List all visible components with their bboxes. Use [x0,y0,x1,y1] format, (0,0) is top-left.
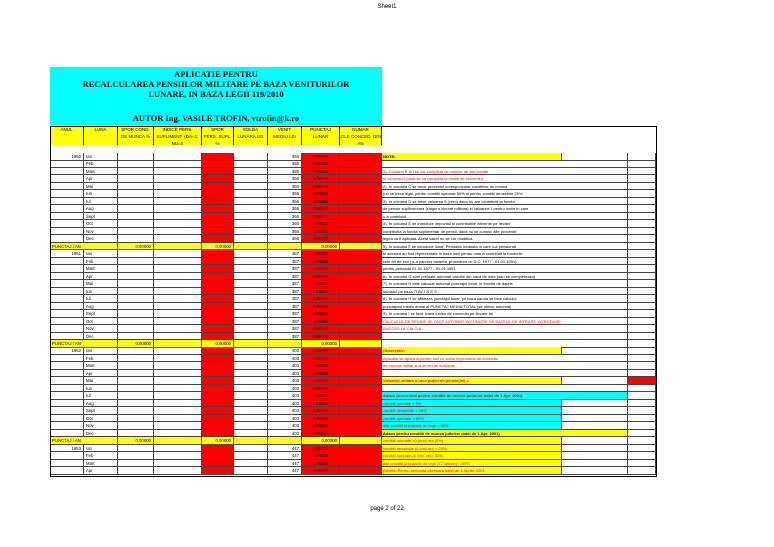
venit-mediu-cell: 403 [268,430,302,438]
total-punctaj: 0,00000 [302,437,340,445]
venit-mediu-cell: 403 [268,415,302,423]
month-cell: Oct [84,220,118,228]
month-cell: Nov [84,422,118,430]
note-cell: pentru perioada 01.01.1977 - 01.01.1951 [382,265,628,273]
punctaj-cell: 0,00000 [302,190,340,198]
month-cell: Mai [84,377,118,385]
month-cell: Aug [84,205,118,213]
year-cell: 1951 [50,250,84,258]
venit-mediu-cell: 447 [268,460,302,468]
note-cell: conditii deosebite (6 luni/ an) = 25% [382,445,562,453]
month-cell: Dec [84,235,118,243]
month-cell: Iun [84,190,118,198]
column-header-line-1: PUNCTAJ [310,127,331,132]
punctaj-cell: 0,00000 [302,258,340,266]
month-cell: Iun [84,288,118,296]
venit-mediu-cell: 366 [268,183,302,191]
note-cell: conditii normale = 0% [382,400,562,408]
month-cell: Iun [84,385,118,393]
punctaj-cell: 0,00000 [302,303,340,311]
venit-mediu-cell: 403 [268,355,302,363]
venit-mediu-cell: 403 [268,392,302,400]
note-cell: si acestea au fost reprezentate in baza lunii pentru care a contribuit la fondurile [382,250,628,258]
total-spor-pers: 0,00000 [202,340,234,348]
note-cell: conditii speciale = 50% [382,415,562,423]
venit-mediu-cell: 366 [268,213,302,221]
title-banner [50,67,382,125]
column-header-line-1: SPOR [211,127,224,132]
punctaj-cell: 0,00000 [302,370,340,378]
punctaj-cell: 0,00000 [302,400,340,408]
note-cell: (nu se trece egal; pentru conditii speciale 50% si pentru conditii deosebite 25% [382,190,628,198]
page-number: page 2 of 22 [370,506,404,512]
venit-mediu-cell: 387 [268,325,302,333]
note-cell: 4). In coloana E se introduce impozitul si contributiile aferente pe fiecare [382,220,628,228]
month-cell: Feb [84,452,118,460]
punctaj-cell: 0,00000 [302,385,340,393]
month-cell: Ian [84,347,118,355]
month-cell: Oct [84,318,118,326]
note-cell: de pensie suplimentara (singura lucrare militara) si valoarea 1 pentru lunile in care [382,205,628,213]
note-cell: Adaos pentru conditii de munca (ulterior datei de 1 Apr. 2001) [382,430,628,438]
punctaj-cell: 0,00000 [302,168,340,176]
venit-mediu-cell: 387 [268,250,302,258]
banner-title-line-3: LUNARE, IN BAZA LEGII 119/2010 [148,89,284,99]
column-header-line-2: ZILE CONCED. DIN AN [340,134,381,146]
total-spor-cond: 0,00000 [118,243,154,251]
punctaj-cell: 0,00000 [302,445,340,453]
column-header-line-2: LUNAR [312,134,329,139]
column-header-line-1: SOLDA [242,127,259,132]
total-spor-pers: 0,00000 [202,243,234,251]
month-cell: Feb [84,355,118,363]
total-spor-cond: 0,00000 [118,340,154,348]
note-cell: 6). In coloana G sunt preluate automat valorile din baza de date (sau se completeaza) [382,273,628,281]
punctaj-cell: 0,00000 [302,280,340,288]
venit-mediu-cell: 403 [268,377,302,385]
punctaj-cell: 0,00000 [302,220,340,228]
total-punctaj: 0,00000 [302,340,340,348]
note-cell: 5). In coloana F se introduce lunar, Perioada incasata in care s-a pensionat [382,243,628,251]
note-cell: punctajului mediu anual al PUNCTAJ MEDIU TOTAL (se obtine automat) [382,303,628,311]
total-label: PUNCTAJ / AN [50,243,118,251]
month-cell: Iul [84,392,118,400]
month-cell: Mai [84,183,118,191]
note-cell: Adaos procentual pentru conditii de munca (anterior datei de 1 Apr. 2001) [382,392,628,400]
venit-mediu-cell: 387 [268,295,302,303]
venit-mediu-cell: 366 [268,220,302,228]
punctaj-cell: 0,00000 [302,392,340,400]
note-cell: Valoarea unitara a unui punct de pensie(lei) = [382,377,562,385]
venit-mediu-cell: 403 [268,362,302,370]
month-cell: Nov [84,228,118,236]
note-cell: Aplicatia se aplica si pentru anii cu solda in perioada de concediu [382,355,628,363]
month-cell: Dec [84,430,118,438]
total-label: PUNCTAJ / AN [50,437,118,445]
month-cell: Aug [84,303,118,311]
total-spor-cond: 0,00000 [118,437,154,445]
note-cell: alte conditii prevazute de lege (12 luni/an) = 50% [382,460,562,468]
punctaj-cell: 0,00000 [302,183,340,191]
venit-mediu-cell: 387 [268,280,302,288]
note-cell: conditii speciale (6 luni/ an)= 50% [382,452,562,460]
banner-title-line-2: RECALCULAREA PENSIILOR MILITARE PE BAZA VENITURILOR [82,79,350,89]
year-cell: 1952 [50,347,84,355]
month-cell: Mart [84,168,118,176]
venit-mediu-cell: 366 [268,228,302,236]
column-header-line-1: NUMAR [352,127,369,132]
note-cell: contributia la fondul suplimentar de pensii, daca nu se cunosc alte procente, [382,228,628,236]
punctaj-cell: 0,00000 [302,295,340,303]
note-cell: sumarul pe baza TI AV I N E S [382,288,628,296]
total-punctaj: 0,00000 [302,243,340,251]
venit-mediu-cell: 366 [268,175,302,183]
month-cell: Iul [84,198,118,206]
venit-mediu-cell: 387 [268,288,302,296]
venit-mediu-cell: 403 [268,407,302,415]
punctaj-cell: 0,00000 [302,355,340,363]
punctaj-cell: 0,00000 [302,160,340,168]
punctaj-cell: 0,00000 [302,153,340,161]
punctaj-cell: 0,00000 [302,415,340,423]
column-header-line-1: SPOR COND. [121,127,150,132]
venit-mediu-cell: 387 [268,258,302,266]
month-cell: Sept [84,407,118,415]
year-cell: 1953 [50,445,84,453]
venit-mediu-cell: 366 [268,205,302,213]
venit-mediu-cell: 403 [268,370,302,378]
month-cell: Mai [84,280,118,288]
month-cell: Feb [84,258,118,266]
venit-mediu-cell: 387 [268,318,302,326]
column-header-line-1: LUNA [94,127,107,132]
venit-mediu-cell: 403 [268,422,302,430]
month-cell: Feb [84,160,118,168]
punctaj-cell: 0,00000 [302,318,340,326]
note-cell: 1). Coloana B si I se vor completa cu numele de zile lucrate [382,168,628,176]
month-cell: Apr [84,370,118,378]
punctaj-cell: 0,00000 [302,273,340,281]
month-cell: Ian [84,250,118,258]
column-header-line-2: PERS. SUPL. % [203,134,232,146]
punctaj-cell: 0,00000 [302,288,340,296]
month-cell: Mart [84,265,118,273]
note-cell: Atentie: Pentru perioada ulterioara datei de 1 Aprilie 2001, [382,467,562,475]
month-cell: Iul [84,295,118,303]
venit-mediu-cell: 366 [268,168,302,176]
column-header-line-2: LUNARA LEI [237,134,264,139]
table-border [50,126,657,477]
month-cell: Sept [84,213,118,221]
venit-mediu-cell: 403 [268,347,302,355]
month-cell: Mart [84,362,118,370]
venit-mediu-cell: 447 [268,467,302,475]
punctaj-cell: 0,00000 [302,333,340,341]
venit-mediu-cell: 447 [268,452,302,460]
punctaj-cell: 0,00000 [302,460,340,468]
punctaj-cell: 0,00000 [302,235,340,243]
punctaj-cell: 0,00000 [302,377,340,385]
punctaj-cell: 0,00000 [302,213,340,221]
note-cell: 8). In coloana H se afiseaza punctajul lunar, pe baza caruia se face calculul [382,295,628,303]
column-header-line-2: MEDIU LEI [273,134,296,139]
punctaj-cell: 0,00000 [302,362,340,370]
month-cell: Mart [84,460,118,468]
column-header-line-1: INDICE PERS. [162,127,193,132]
column-header-line-2: SUPLIMENT. (DA=1; NU=0 [156,134,199,146]
venit-mediu-cell: 387 [268,310,302,318]
punctaj-cell: 0,00000 [302,430,340,438]
column-header-line-1: VENIT [277,127,292,132]
punctaj-cell: 0,00000 [302,250,340,258]
venit-mediu-cell: 366 [268,153,302,161]
note-cell: 7). In coloana H este calculat automat punctajul lunar, in functie de datele [382,280,628,288]
note-cell: alte conditii prevazute de lege = 50% [382,422,562,430]
year-cell: 1950 [50,153,84,161]
note-cell: si coloana D (care se va completa cu lunile de concediu) [382,175,628,183]
venit-mediu-cell: 366 [268,160,302,168]
note-cell: CALCULUL DE PENSIE SE FACE AUTOMAT IN FUNCTIE DE DATELE DE INTRARE INTRODUSE [382,318,628,326]
month-cell: Apr [84,273,118,281]
note-cell: Observatie: [382,347,562,355]
month-cell: Oct [84,415,118,423]
venit-mediu-cell: 366 [268,198,302,206]
venit-mediu-cell: 387 [268,333,302,341]
punctaj-cell: 0,00000 [302,265,340,273]
venit-mediu-cell: 366 [268,235,302,243]
month-cell: Ian [84,445,118,453]
punctaj-cell: 0,00000 [302,205,340,213]
total-label: PUNCTAJ / AN [50,340,118,348]
venit-mediu-cell: 403 [268,385,302,393]
punctaj-cell: 0,00000 [302,347,340,355]
punctaj-cell: 0,00000 [302,198,340,206]
note-cell: cele 64 de luni ( s-a parcurs taxarea, procedura cu D.C. 1977 - 01.01.1951) [382,258,628,266]
note-cell: NOTE: [382,153,562,161]
punctaj-cell: 0,00000 [302,175,340,183]
sheet-name: Sheet1 [377,4,397,10]
note-cell: 2). In coloana C se trece procentul corespunzator conditiilor de munca [382,183,628,191]
month-cell: Sept [84,310,118,318]
punctaj-cell: 0,00000 [302,228,340,236]
month-cell: Apr [84,467,118,475]
venit-mediu-cell: 387 [268,303,302,311]
venit-mediu-cell: 366 [268,190,302,198]
month-cell: Nov [84,325,118,333]
punctaj-cell: 0,00000 [302,422,340,430]
venit-mediu-cell: 403 [268,400,302,408]
punctaj-cell: 0,00000 [302,407,340,415]
banner-author: AUTOR Ing. VASILE TROFIN, vtrofin@k.ro [132,113,300,123]
note-cell: 9). In coloana I se face suma lunilor de concediu pe fiecare an [382,310,628,318]
note-cell: legea va fi aplicata. Acest valori nu se vor modifica. [382,235,628,243]
month-cell: Ian [84,153,118,161]
punctaj-cell: 0,00000 [302,310,340,318]
note-cell: conditii normale =0 (unu) ani (0%) [382,437,562,445]
venit-mediu-cell: 387 [268,265,302,273]
punctaj-cell: 0,00000 [302,325,340,333]
venit-mediu-cell: 387 [268,273,302,281]
punctaj-cell: 0,00000 [302,467,340,475]
month-cell: Dec [84,333,118,341]
note-cell: conditii deosebite = 25% [382,407,562,415]
month-cell: Aug [84,400,118,408]
venit-mediu-cell: 447 [268,445,302,453]
total-spor-pers: 0,00000 [202,437,234,445]
banner-title-line-1: APLICATIE PENTRU [174,69,258,79]
column-header-line-1: ANUL [60,127,73,132]
note-cell: 3). In coloana D se trece valoarea 0 (zero) daca nu are contributii la fondul [382,198,628,206]
note-cell: de calculul militar a unor ani de activitate. [382,362,628,370]
column-header-line-2: DE MUNCA % [120,134,150,139]
note-cell: s-a contribuit. [382,213,628,221]
punctaj-cell: 0,00000 [302,452,340,460]
month-cell: Apr [84,175,118,183]
note-cell: SUCCES LA CALCUL. [382,325,628,333]
